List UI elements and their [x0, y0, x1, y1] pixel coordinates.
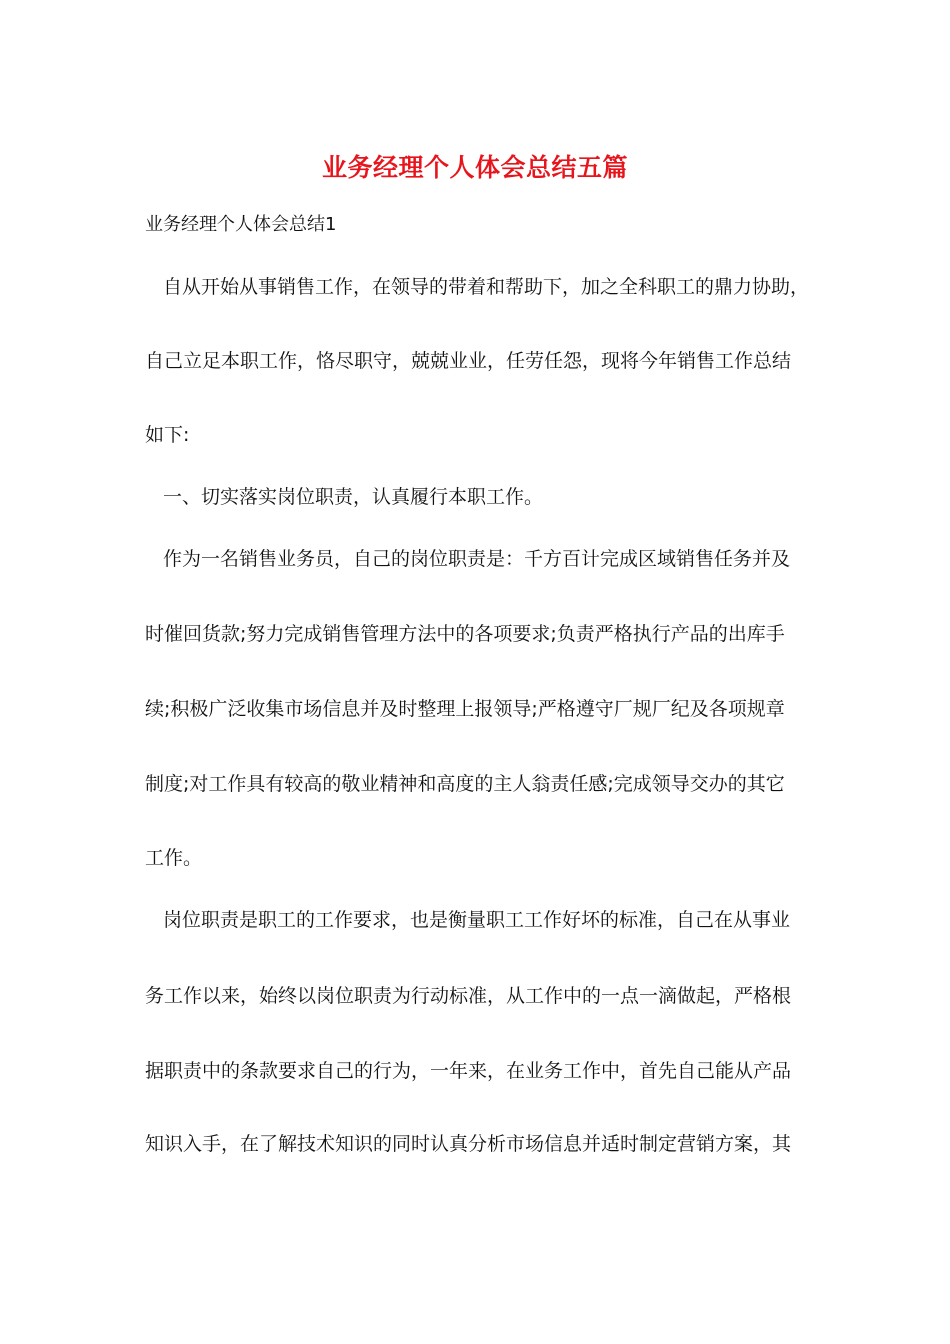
paragraph-line: 如下: [145, 424, 190, 446]
paragraph-line: 据职责中的条款要求自己的行为，一年来，在业务工作中，首先自己能从产品 [145, 1060, 792, 1082]
paragraph-line: 时催回货款;努力完成销售管理方法中的各项要求;负责严格执行产品的出库手 [145, 623, 785, 645]
paragraph-line: 作为一名销售业务员，自己的岗位职责是：千方百计完成区域销售任务并及 [163, 548, 791, 570]
subheading-line: 一、切实落实岗位职责，认真履行本职工作。 [163, 486, 544, 508]
paragraph-line: 岗位职责是职工的工作要求，也是衡量职工工作好坏的标准，自己在从事业 [163, 909, 791, 931]
document-title: 业务经理个人体会总结五篇 [321, 153, 628, 182]
paragraph-line: 知识入手，在了解技术知识的同时认真分析市场信息并适时制定营销方案，其 [145, 1133, 792, 1155]
section-heading: 业务经理个人体会总结1 [145, 214, 337, 235]
paragraph-line: 制度;对工作具有较高的敬业精神和高度的主人翁责任感;完成领导交办的其它 [145, 773, 785, 795]
paragraph-line: 自己立足本职工作，恪尽职守，兢兢业业，任劳任怨，现将今年销售工作总结 [145, 350, 792, 372]
paragraph-line: 自从开始从事销售工作，在领导的带着和帮助下，加之全科职工的鼎力协助， [163, 276, 810, 298]
paragraph-line: 续;积极广泛收集市场信息并及时整理上报领导;严格遵守厂规厂纪及各项规章 [145, 698, 785, 720]
paragraph-line: 务工作以来，始终以岗位职责为行动标准，从工作中的一点一滴做起，严格根 [145, 985, 792, 1007]
paragraph-line: 工作。 [145, 847, 203, 869]
